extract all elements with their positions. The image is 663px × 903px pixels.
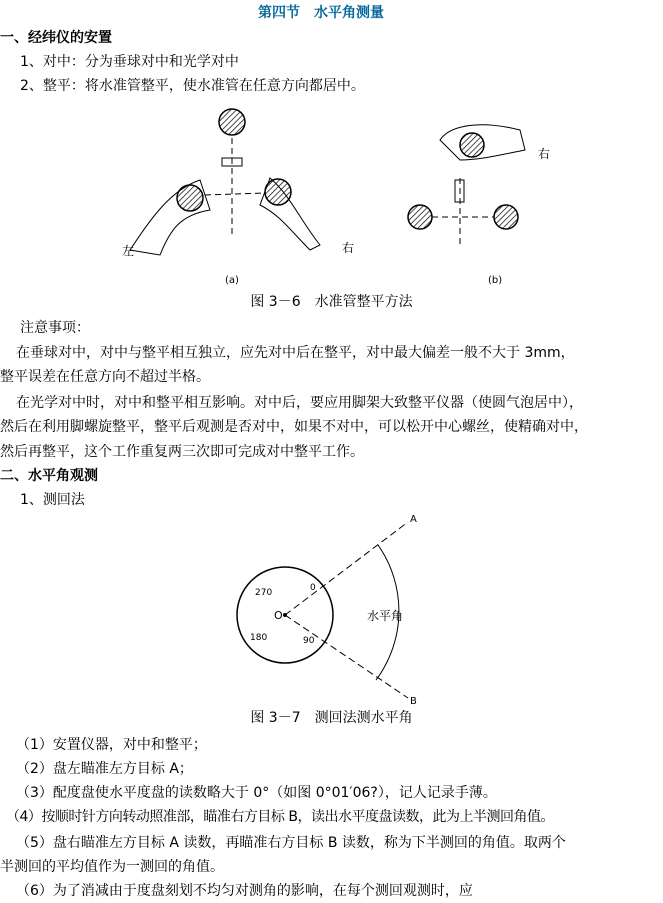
label-left: 左 bbox=[122, 244, 135, 258]
step: （6）为了消减由于度盘刻划不均匀对测角的影响，在每个测回观测时，应 bbox=[16, 883, 473, 899]
figure-caption: 图 3－6 水准管整平方法 bbox=[250, 294, 413, 310]
section-heading: 二、水平角观测 bbox=[0, 468, 98, 484]
leveling-figure bbox=[110, 100, 550, 290]
section-heading: 一、经纬仪的安置 bbox=[0, 30, 112, 46]
tick-270: 270 bbox=[255, 588, 273, 598]
step: 半测回的平均值作为一测回的角值。 bbox=[0, 859, 224, 875]
list-item: 2、整平：将水准管整平，使水准管在任意方向都居中。 bbox=[20, 78, 365, 94]
sub-b: (b) bbox=[488, 275, 503, 286]
paragraph-line: 在光学对中时，对中和整平相互影响。对中后，要应用脚架大致整平仪器（使圆气泡居中）， bbox=[16, 395, 583, 411]
list-item: 1、测回法 bbox=[20, 492, 85, 508]
tick-180: 180 bbox=[250, 633, 268, 643]
label-right: 右 bbox=[342, 241, 355, 255]
paragraph-line: 然后再整平，这个工作重复两三次即可完成对中整平工作。 bbox=[0, 444, 364, 460]
step: （1）安置仪器，对中和整平； bbox=[16, 737, 207, 753]
step: （5）盘右瞄准左方目标 A 读数，再瞄准右方目标 B 读数，称为下半测回的角值。取两个 bbox=[16, 835, 566, 851]
tick-90: 90 bbox=[303, 636, 315, 646]
page-title: 第四节 水平角测量 bbox=[258, 5, 384, 21]
label-a: A bbox=[410, 514, 417, 525]
paragraph-line: 然后在利用脚螺旋整平，整平后观测是否对中，如果不对中，可以松开中心螺丝，使精确对中， bbox=[0, 419, 588, 435]
horizontal-angle-figure bbox=[230, 510, 430, 710]
label-b: B bbox=[410, 696, 417, 707]
label-o: O bbox=[274, 609, 283, 622]
sub-a: (a) bbox=[225, 275, 239, 286]
figure-caption: 图 3－7 测回法测水平角 bbox=[250, 710, 413, 726]
step: （3）配度盘使水平度盘的读数略大于 0°（如图 0°01′06?），记人记录手薄。 bbox=[16, 785, 497, 801]
tick-0: 0 bbox=[310, 583, 316, 593]
label-right-b: 右 bbox=[538, 147, 550, 161]
paragraph-line: 整平误差在任意方向不超过半格。 bbox=[0, 369, 210, 385]
step: （2）盘左瞄准左方目标 A； bbox=[16, 761, 193, 777]
angle-label: 水平角 bbox=[367, 609, 404, 623]
step: （4）按顺时针方向转动照准部，瞄准右方目标 B，读出水平度盘读数，此为上半测回角值。 bbox=[6, 809, 554, 825]
list-item: 1、对中：分为垂球对中和光学对中 bbox=[20, 54, 239, 70]
notes-heading: 注意事项： bbox=[20, 320, 90, 336]
paragraph-line: 在垂球对中，对中与整平相互独立，应先对中后在整平，对中最大偏差一般不大于 3mm， bbox=[16, 345, 575, 361]
